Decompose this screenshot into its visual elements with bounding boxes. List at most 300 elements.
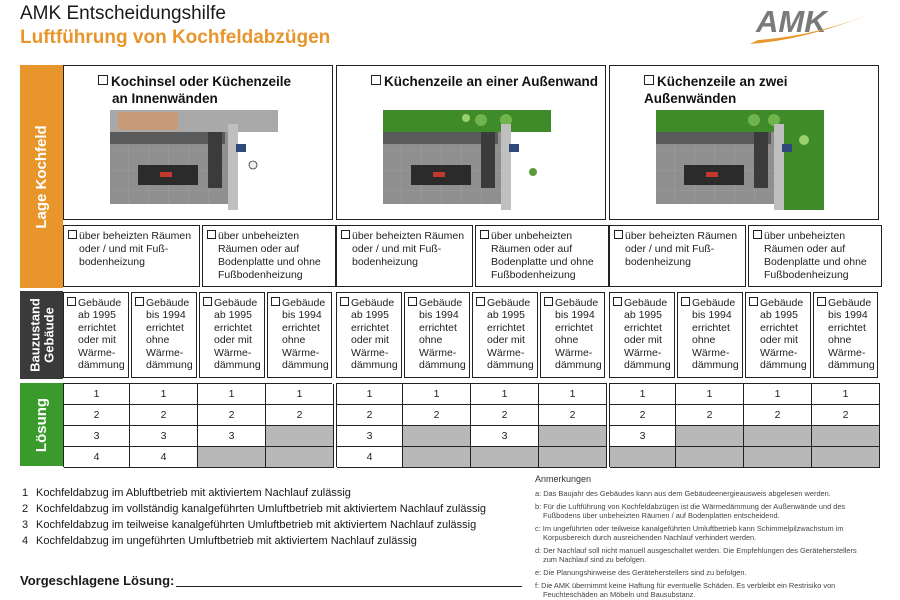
legend-item-4: 4 Kochfeldabzug im ungeführten Umluftbetrieb mit aktiviertem Nachlauf zulässig [22, 535, 417, 547]
building-state-line-text: Wärme- [419, 346, 457, 359]
floor-heating-line-text: über beheizten Räumen [79, 230, 192, 242]
floor-heating-line-text: über beheizten Räumen [625, 230, 738, 242]
floor-heating-line [341, 230, 471, 243]
building-state-line-text: dämmung [828, 359, 875, 372]
note-line: zum Nachlauf sind zu befolgen. [543, 555, 647, 564]
building-state-option-3-1 [609, 292, 675, 378]
solution-cell: 4 [130, 447, 198, 468]
solution-cell: 2 [676, 405, 744, 426]
building-state-line [476, 334, 538, 346]
building-state-line [203, 359, 265, 371]
building-state-line [271, 359, 332, 371]
amk-logo-graphic [748, 4, 886, 48]
floor-heating-checkbox-1-2[interactable] [207, 230, 216, 239]
building-state-line-text: errichtet [487, 321, 525, 334]
floor-heating-checkbox-3-1[interactable] [614, 230, 623, 239]
building-state-line [613, 334, 675, 346]
solution-cell: 3 [471, 426, 539, 447]
solution-cell-empty [812, 426, 880, 447]
floor-heating-line-text: Räumen oder auf [218, 243, 300, 255]
floor-heating-line [341, 243, 471, 256]
building-state-line-text: bis 1994 [146, 309, 186, 322]
kitchen-plan-illustration [381, 110, 561, 210]
building-state-text-1-3 [203, 297, 265, 371]
note-line: Korpusbereich durch ausreichenden Nachlauf verhindert werden. [543, 533, 757, 542]
building-state-line [67, 322, 129, 334]
building-state-line [135, 322, 197, 334]
building-state-line [271, 322, 332, 334]
building-state-text-3-4 [817, 297, 878, 371]
building-state-line [817, 322, 878, 334]
building-state-line [681, 322, 743, 334]
floor-heating-line [614, 243, 744, 256]
building-state-line-text: oder mit [760, 334, 798, 347]
building-state-line-text: Gebäude [692, 297, 736, 309]
building-state-line [203, 347, 265, 359]
building-state-line-text: errichtet [692, 321, 730, 334]
side-label-loesung [20, 383, 63, 466]
building-state-line [203, 322, 265, 334]
floor-heating-line-text: bodenheizung [625, 256, 691, 268]
solution-cell-empty [539, 447, 607, 468]
building-state-line [408, 359, 470, 371]
solution-cell: 3 [198, 426, 266, 447]
building-state-line-text: dämmung [760, 359, 807, 372]
building-state-line-text: bis 1994 [555, 309, 595, 322]
building-state-line [340, 359, 402, 371]
floor-heating-option-1-1 [63, 225, 200, 287]
floor-heating-line-text: bodenheizung [79, 256, 145, 268]
solution-cell: 2 [403, 405, 471, 426]
note-line: a: Das Baujahr des Gebäudes kann aus dem Gebäudeenergieausweis abgelesen werden. [535, 489, 831, 498]
building-state-checkbox-2-4[interactable] [544, 297, 553, 306]
building-state-line [681, 334, 743, 346]
building-state-checkbox-2-3[interactable] [476, 297, 485, 306]
building-state-text-1-2 [135, 297, 197, 371]
building-state-line-text: ohne [692, 334, 716, 347]
solution-cell: 1 [198, 384, 266, 405]
note-item-3 [535, 524, 885, 542]
solution-cell: 3 [610, 426, 676, 447]
building-state-line-text: oder mit [214, 334, 252, 347]
solution-cell: 2 [64, 405, 130, 426]
building-state-line [544, 309, 605, 321]
building-state-line-text: ohne [828, 334, 852, 347]
kitchen-plan-illustration [108, 110, 288, 210]
building-state-line-text: ab 1995 [351, 309, 389, 322]
building-state-line [271, 309, 332, 321]
building-state-option-3-2 [677, 292, 743, 378]
side-label-bau-line1: Bauzustand [26, 298, 42, 372]
building-state-line-text: Wärme- [78, 346, 116, 359]
building-state-text-2-4 [544, 297, 605, 371]
solution-cell-empty [744, 426, 812, 447]
building-state-line-text: dämmung [214, 359, 261, 372]
building-state-line-text: dämmung [351, 359, 398, 372]
building-state-line [67, 297, 129, 309]
solution-grid-1 [63, 383, 332, 467]
building-state-checkbox-1-1[interactable] [67, 297, 76, 306]
floor-heating-line [341, 256, 471, 269]
building-state-line-text: ab 1995 [487, 309, 525, 322]
page-title: AMK Entscheidungshilfe [20, 3, 226, 24]
floor-heating-line [68, 243, 198, 256]
building-state-line-text: dämmung [624, 359, 671, 372]
building-state-line [476, 322, 538, 334]
building-state-text-1-1 [67, 297, 129, 371]
notes-heading: Anmerkungen [535, 474, 592, 484]
building-state-line [135, 334, 197, 346]
building-state-checkbox-3-4[interactable] [817, 297, 826, 306]
building-state-checkbox-3-2[interactable] [681, 297, 690, 306]
solution-cell: 2 [130, 405, 198, 426]
building-state-line [476, 309, 538, 321]
solution-cell: 2 [471, 405, 539, 426]
building-state-option-2-3 [472, 292, 538, 378]
floor-heating-line [753, 243, 879, 256]
building-state-option-2-2 [404, 292, 470, 378]
building-state-line-text: Wärme- [282, 346, 320, 359]
floor-heating-line [753, 256, 879, 269]
note-line: f: Die AMK übernimmt keine Haftung für eventuelle Schäden. Es verbleibt ein Restrisiko von [535, 581, 836, 590]
solution-cell: 2 [744, 405, 812, 426]
note-item-5 [535, 568, 885, 577]
solution-cell: 1 [812, 384, 880, 405]
kitchen-plan-illustration [654, 110, 834, 210]
solution-cell: 1 [403, 384, 471, 405]
building-state-line [340, 334, 402, 346]
note-line: e: Die Planungshinweise des Geräteherstellers sind zu befolgen. [535, 568, 747, 577]
building-state-line [681, 347, 743, 359]
building-state-line-text: bis 1994 [828, 309, 868, 322]
solution-cell-empty [266, 447, 334, 468]
building-state-line-text: Wärme- [214, 346, 252, 359]
building-state-line-text: errichtet [828, 321, 866, 334]
building-state-line [544, 334, 605, 346]
solution-cell: 1 [676, 384, 744, 405]
building-state-option-1-3 [199, 292, 265, 378]
building-state-line-text: ohne [555, 334, 579, 347]
floor-heating-checkbox-2-1[interactable] [341, 230, 350, 239]
page-subtitle: Luftführung von Kochfeldabzügen [20, 27, 331, 48]
building-state-text-3-3 [749, 297, 811, 371]
building-state-line [340, 309, 402, 321]
building-state-line-text: errichtet [624, 321, 662, 334]
floor-heating-line-text: Bodenplatte und ohne [218, 256, 321, 268]
solution-cell-empty [676, 426, 744, 447]
solution-cell: 1 [130, 384, 198, 405]
building-state-line-text: Gebäude [282, 297, 326, 309]
solution-cell-empty [744, 447, 812, 468]
building-state-line-text: Wärme- [624, 346, 662, 359]
floor-heating-checkbox-3-2[interactable] [753, 230, 762, 239]
building-state-option-2-4 [540, 292, 605, 378]
solution-cell: 2 [539, 405, 607, 426]
solution-cell-empty [610, 447, 676, 468]
building-state-line [67, 334, 129, 346]
floor-heating-checkbox-1-1[interactable] [68, 230, 77, 239]
building-state-option-3-4 [813, 292, 878, 378]
building-state-line-text: Gebäude [214, 297, 258, 309]
building-state-line-text: Gebäude [351, 297, 395, 309]
kitchen-layout-checkbox-2[interactable] [371, 75, 381, 85]
amk-logo [748, 4, 886, 48]
solution-cell-empty [403, 426, 471, 447]
building-state-line [613, 322, 675, 334]
side-label-lage-text: Lage Kochfeld [32, 124, 50, 229]
building-state-line-text: oder mit [78, 334, 116, 347]
building-state-line [203, 334, 265, 346]
kitchen-layout-title-3 [644, 73, 878, 107]
building-state-line-text: errichtet [351, 321, 389, 334]
building-state-line [135, 347, 197, 359]
proposal-input-line[interactable] [176, 586, 522, 587]
building-state-line [67, 347, 129, 359]
building-state-line [817, 297, 878, 309]
building-state-line-text: Wärme- [351, 346, 389, 359]
floor-heating-line [207, 256, 333, 269]
floor-heating-line-text: Räumen oder auf [764, 243, 846, 255]
building-state-line [135, 297, 197, 309]
building-state-text-3-2 [681, 297, 743, 371]
building-state-option-2-1 [336, 292, 402, 378]
building-state-line [749, 359, 811, 371]
floor-heating-option-3-2 [748, 225, 882, 287]
building-state-line-text: errichtet [760, 321, 798, 334]
floor-heating-line [480, 230, 606, 243]
floor-heating-line [614, 230, 744, 243]
building-state-line [817, 334, 878, 346]
solution-cell-empty [676, 447, 744, 468]
kitchen-plan-image-3 [654, 110, 834, 210]
solution-cell: 1 [337, 384, 403, 405]
floor-heating-line [753, 230, 879, 243]
side-label-loesung-text: Lösung [32, 397, 50, 452]
building-state-line-text: ab 1995 [214, 309, 252, 322]
building-state-line [408, 322, 470, 334]
building-state-line-text: errichtet [419, 321, 457, 334]
proposal-label: Vorgeschlagene Lösung: [20, 573, 175, 588]
building-state-line-text: errichtet [282, 321, 320, 334]
note-item-1 [535, 489, 885, 498]
floor-heating-line-text: über beheizten Räumen [352, 230, 465, 242]
floor-heating-line [480, 269, 606, 282]
building-state-checkbox-1-3[interactable] [203, 297, 212, 306]
kitchen-plan-image-1 [108, 110, 288, 210]
building-state-line-text: ohne [419, 334, 443, 347]
building-state-line [476, 347, 538, 359]
solution-cell: 4 [337, 447, 403, 468]
floor-heating-line-text: Fußbodenheizung [491, 269, 576, 281]
note-item-4 [535, 546, 885, 564]
building-state-line [135, 359, 197, 371]
building-state-text-1-4 [271, 297, 332, 371]
solution-cell: 3 [337, 426, 403, 447]
note-line: Feuchteschäden an Möbeln und Bausubstanz. [543, 590, 696, 599]
building-state-line [340, 322, 402, 334]
building-state-checkbox-1-2[interactable] [135, 297, 144, 306]
building-state-line-text: ohne [146, 334, 170, 347]
building-state-checkbox-3-3[interactable] [749, 297, 758, 306]
building-state-line-text: bis 1994 [282, 309, 322, 322]
floor-heating-line [207, 269, 333, 282]
building-state-line-text: ab 1995 [624, 309, 662, 322]
side-label-bau-line2: Gebäude [40, 307, 56, 363]
building-state-line-text: dämmung [555, 359, 602, 372]
building-state-line [408, 347, 470, 359]
solution-cell: 2 [198, 405, 266, 426]
building-state-line [340, 347, 402, 359]
building-state-line-text: Gebäude [760, 297, 804, 309]
floor-heating-line [753, 269, 879, 282]
solution-cell: 4 [64, 447, 130, 468]
floor-heating-line [207, 230, 333, 243]
building-state-line [544, 322, 605, 334]
building-state-line [749, 309, 811, 321]
kitchen-plan-image-2 [381, 110, 561, 210]
building-state-line [613, 309, 675, 321]
floor-heating-line-text: oder / und mit Fuß- [625, 243, 715, 255]
building-state-line-text: errichtet [214, 321, 252, 334]
building-state-line-text: Wärme- [555, 346, 593, 359]
solution-cell: 1 [64, 384, 130, 405]
building-state-line-text: Gebäude [624, 297, 668, 309]
building-state-line-text: Wärme- [828, 346, 866, 359]
kitchen-layout-title-1 [98, 73, 291, 107]
floor-heating-line-text: über unbeheizten [218, 230, 300, 242]
building-state-line-text: dämmung [487, 359, 534, 372]
solution-grid-3 [609, 383, 880, 467]
building-state-line [749, 322, 811, 334]
kitchen-layout-title-line1-1: Kochinsel oder Küchenzeile [111, 74, 292, 89]
kitchen-layout-title-line2-1: an Innenwänden [112, 91, 218, 106]
building-state-line-text: dämmung [146, 359, 193, 372]
building-state-line-text: ohne [282, 334, 306, 347]
building-state-checkbox-2-2[interactable] [408, 297, 417, 306]
building-state-line [271, 347, 332, 359]
building-state-text-2-3 [476, 297, 538, 371]
floor-heating-line-text: Fußbodenheizung [764, 269, 849, 281]
kitchen-layout-panel-3 [609, 65, 879, 220]
note-line: c: Im ungeführten oder teilweise kanalgeführten Umluftbetrieb kann Schimmelpilzwachstum im [535, 524, 844, 533]
side-label-lage-kochfeld [20, 65, 63, 288]
floor-heating-option-2-2 [475, 225, 609, 287]
note-item-6 [535, 581, 885, 599]
kitchen-layout-checkbox-1[interactable] [98, 75, 108, 85]
building-state-line [408, 297, 470, 309]
building-state-line [340, 297, 402, 309]
building-state-line-text: dämmung [78, 359, 125, 372]
legend-item-1: 1 Kochfeldabzug im Abluftbetrieb mit aktiviertem Nachlauf zulässig [22, 487, 351, 499]
amk-logo-text: AMK [756, 4, 827, 39]
floor-heating-checkbox-2-2[interactable] [480, 230, 489, 239]
kitchen-layout-panel-2 [336, 65, 606, 220]
building-state-line-text: errichtet [555, 321, 593, 334]
building-state-option-3-3 [745, 292, 811, 378]
solution-cell-empty [539, 426, 607, 447]
building-state-line-text: ab 1995 [760, 309, 798, 322]
building-state-text-2-1 [340, 297, 402, 371]
floor-heating-line [480, 256, 606, 269]
building-state-line [408, 334, 470, 346]
building-state-line-text: ab 1995 [78, 309, 116, 322]
building-state-line-text: errichtet [146, 321, 184, 334]
building-state-option-1-4 [267, 292, 332, 378]
building-state-line-text: Gebäude [555, 297, 599, 309]
solution-cell-empty [471, 447, 539, 468]
floor-heating-line [68, 230, 198, 243]
building-state-checkbox-3-1[interactable] [613, 297, 622, 306]
kitchen-layout-checkbox-3[interactable] [644, 75, 654, 85]
solution-cell: 1 [539, 384, 607, 405]
building-state-line [203, 309, 265, 321]
building-state-line [544, 359, 605, 371]
building-state-line [681, 297, 743, 309]
floor-heating-line [480, 243, 606, 256]
solution-cell: 2 [812, 405, 880, 426]
building-state-line [203, 297, 265, 309]
floor-heating-option-2-1 [336, 225, 473, 287]
floor-heating-text-3-2 [753, 230, 879, 282]
solution-cell: 1 [744, 384, 812, 405]
building-state-checkbox-1-4[interactable] [271, 297, 280, 306]
building-state-text-2-2 [408, 297, 470, 371]
solution-cell-empty [812, 447, 880, 468]
building-state-line-text: dämmung [282, 359, 329, 372]
building-state-line-text: dämmung [419, 359, 466, 372]
floor-heating-line [207, 243, 333, 256]
solution-cell: 1 [610, 384, 676, 405]
building-state-line-text: Wärme- [760, 346, 798, 359]
floor-heating-option-1-2 [202, 225, 336, 287]
building-state-line [749, 297, 811, 309]
note-item-2 [535, 502, 885, 520]
building-state-option-1-1 [63, 292, 129, 378]
solution-cell: 2 [610, 405, 676, 426]
building-state-checkbox-2-1[interactable] [340, 297, 349, 306]
floor-heating-text-1-2 [207, 230, 333, 282]
note-line: d: Der Nachlauf soll nicht manuell ausgeschaltet werden. Die Empfehlungen des Geräteherstellers [535, 546, 857, 555]
building-state-text-3-1 [613, 297, 675, 371]
side-label-bauzustand [20, 291, 63, 379]
legend-item-3: 3 Kochfeldabzug im teilweise kanalgeführten Umluftbetrieb mit aktiviertem Nachlauf zulässig [22, 519, 477, 531]
note-line: b: Für die Luftführung von Kochfeldabzügen ist die Wärmedämmung der Außenwände und des [535, 502, 846, 511]
solution-cell: 2 [266, 405, 334, 426]
building-state-line-text: bis 1994 [419, 309, 459, 322]
building-state-line-text: Wärme- [692, 346, 730, 359]
building-state-line-text: Wärme- [487, 346, 525, 359]
building-state-line [817, 309, 878, 321]
building-state-line [681, 309, 743, 321]
floor-heating-line-text: Bodenplatte und ohne [764, 256, 867, 268]
solution-cell-empty [198, 447, 266, 468]
solution-grid-2 [336, 383, 607, 467]
kitchen-layout-title-line1-2: Küchenzeile an einer Außenwand [384, 74, 599, 89]
building-state-line-text: errichtet [78, 321, 116, 334]
building-state-line [67, 359, 129, 371]
solution-cell-empty [266, 426, 334, 447]
building-state-line [476, 359, 538, 371]
floor-heating-text-2-2 [480, 230, 606, 282]
floor-heating-line [614, 256, 744, 269]
building-state-line-text: Gebäude [146, 297, 190, 309]
building-state-option-1-2 [131, 292, 197, 378]
floor-heating-line-text: Räumen oder auf [491, 243, 573, 255]
building-state-line-text: Gebäude [828, 297, 872, 309]
floor-heating-line-text: über unbeheizten [491, 230, 573, 242]
building-state-line [613, 347, 675, 359]
solution-cell: 3 [130, 426, 198, 447]
